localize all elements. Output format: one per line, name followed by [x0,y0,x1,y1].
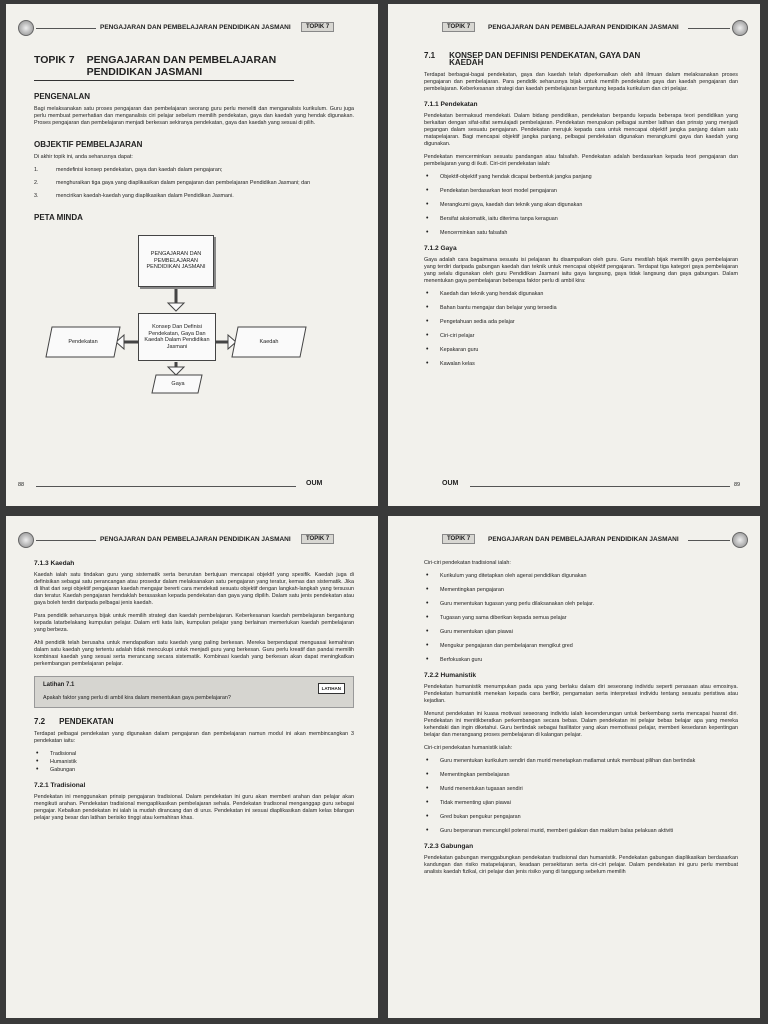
mind-map-node-pendekatan: Pendekatan [68,338,98,345]
mind-map [34,229,354,397]
bullet-list [424,758,738,835]
list-item: • Mencerminkan satu falsafah [424,230,738,237]
header-ornament-icon [18,20,34,36]
paragraph: Ciri-ciri pendekatan tradisional ialah: [424,560,511,566]
footer-brand: OUM [442,480,459,487]
list-item: • Bahan bantu mengajar dan belajar yang tersedia [424,305,738,312]
list-item: • Guru berperanan mencungkil potensi murid, memberi galakan dan maklum balas pelakuan aktiviti [424,828,738,835]
list-item: • Gred bukan pengukur pengajaran [424,814,738,821]
header-title: PENGAJARAN DAN PEMBELAJARAN PENDIDIKAN JASMANI [100,24,291,31]
subsection-heading: 7.1.3 Kaedah [34,560,75,567]
topic-label: TOPIK 7 [34,54,75,66]
paragraph: Pendekatan gabungan menggabungkan pendekatan tradisional dan humanistik. Pendekatan gabungan diaplikasikan berdasarkan kandungan dan risiko matapelajaran, keadaan persekitaran serta ciri-ciri pelajar. Dalam pendekatan ini guru perlu membuat analisis kaedah fizikal, ciri pelajar dan jenis risiko yang di tanggung sebelum memilih [424,855,738,875]
list-item: • Mementingkan pengajaran [424,587,738,594]
bullet-list [34,751,354,774]
bullet-list [424,291,738,368]
page-88 [6,4,378,506]
header-title: PENGAJARAN DAN PEMBELAJARAN PENDIDIKAN JASMANI [488,536,679,543]
page-footer [16,480,368,492]
subsection-heading: 7.1.1 Pendekatan [424,101,478,108]
objectives-list [34,167,354,200]
paragraph: Pendekatan mencerminkan sesuatu pandangan atau falsafah. Pendekatan adalah berdasarkan kepada teori pengajaran dan pembelajaran yang di ikuti. Ciri-ciri pendekatan ialah: [424,154,738,167]
section-heading: PETA MINDA [34,213,83,222]
list-item: • Mengukur pengajaran dan pembelajaran mengikut gred [424,643,738,650]
paragraph: Di akhir topik ini, anda seharusnya dapat: [34,154,133,160]
paragraph: Pendekatan ini menggunakan prinsip pengajaran tradisional. Dalam pendekatan ini guru akan memberi arahan dan pelajar akan mengikuti arahan. Pendekatan tradisional mengaplikasikan pembelajaran sehala. Pendekatan tradisonal menganggap guru sebagai pengajar. Kebaikan pendekatan ini ialah ia mudah dirancang dan di urus. Pendekatan ini sesuai diaplikasikan dalam kelas bilangan pelajar yang besar dan latihan berisiko tinggi atau kemahiran khas. [34,794,354,821]
exercise-icon: LATIHAN [318,683,345,694]
list-item: • Ciri-ciri pelajar [424,333,738,340]
paragraph: Pendekatan bermaksud mendekati. Dalam bidang pendidikan, pendekatan berpandu kepada beberapa teori pendidikan yang berkaitan dengan sifat-sifat semulajadi pembelajaran. Pendekatan merupakan pelbagai sumber latihan dan prinsip yang menjadi pegangan dalam sesuatu pengajaran. Pendekatan merujuk kepada cara untuk mencapai objektif jangka panjang dalam satu matapelajaran. Bagi mencapai objektif jangka panjang, pelbagai pendekatan digunakan merangkumi gaya dan kaedah yang digunakan. [424,113,738,147]
list-item: • Bersifat aksiomatik, iaitu diterima tanpa keraguan [424,216,738,223]
list-item: • Pendekatan berdasarkan teori model pengajaran [424,188,738,195]
list-item: • Objektif-objektif yang hendak dicapai berbentuk jangka panjang [424,174,738,181]
subsection-heading: 7.2.1 Tradisional [34,782,86,789]
header-ornament-icon [18,532,34,548]
bullet-list [424,573,738,664]
section-heading: 7.1 KONSEP DAN DEFINISI PENDEKATAN, GAYA DAN KAEDAH [424,51,641,67]
list-item: • Kurikulum yang ditetapkan oleh agensi pendidikan digunakan [424,573,738,580]
paragraph: Kaedah ialah satu tindakan guru yang sistematik serta berurutan bertujuan mencapai objektif yang spesifik. Kaedah juga di definisikan sebagai satu perancangan atau prosedur dalam melaksanakan satu pengajaran yang teratur, kemas dan sistematik. Jika di lihat dari segi objektif pengajaran kaedah mengajar bererti cara mendekati sesuatu objektif dengan langkah-langkah yang tersusun dan teratur. Kaedah pengajaran hendaklah berasaskan kepada pendekatan dan gaya yang dipilih. Dalam satu jenis pendekatan atau gaya boleh terdiri daripada pelbagai jenis kaedah. [34,572,354,606]
header-title: PENGAJARAN DAN PEMBELAJARAN PENDIDIKAN JASMANI [488,24,679,31]
mind-map-node-gaya: Gaya [171,380,185,387]
list-item: • Humanistik [34,759,354,766]
list-item: 2. menghuraikan tiga gaya yang diaplikasikan dalam pengajaran dan pembelajaran Pendidikan Jasmani; dan [34,180,311,186]
list-item: • Mementingkan pembelajaran [424,772,738,779]
topic-badge: TOPIK 7 [442,534,475,544]
page-header [16,20,368,36]
section-heading: 7.2 PENDEKATAN [34,717,114,726]
subsection-heading: 7.2.3 Gabungan [424,843,474,850]
list-item: • Tugasan yang sama diberikan kepada semua pelajar [424,615,738,622]
topic-badge: TOPIK 7 [442,22,475,32]
exercise-box [34,676,354,708]
subsection-heading: 7.2.2 Humanistik [424,672,477,679]
mind-map-root: PENGAJARAN DAN PEMBELAJARAN PENDIDIKAN JASMANI [138,235,214,287]
paragraph: Gaya adalah cara bagaimana sesuatu isi pelajaran itu disampaikan oleh guru. Guru mestilah bijak memilih gaya pembelajaran yang terdiri daripada gabungan kaedah dan teknik untuk mencapai objektif pengajaran. Terdapat tiga kategori gaya pembelajaran yang selalu digunakan oleh guru Pendidikan Jasmani iaitu gaya langsung, gaya tidak langsung dan gaya gabungan. Dalam menentukan gaya pembelajaran beberapa faktor perlu di ambil kira: [424,257,738,284]
list-item: • Merangkumi gaya, kaedah dan teknik yang akan digunakan [424,202,738,209]
list-item: 1. mendefinisi konsep pendekatan, gaya dan kaedah dalam pengajaran; [34,167,223,173]
page-number: 89 [734,482,741,488]
list-item: • Pengetahuan sedia ada pelajar [424,319,738,326]
list-item: • Murid menentukan tugasan sendiri [424,786,738,793]
paragraph: Ahli pendidik telah berusaha untuk mendapatkan satu kaedah yang paling berkesan. Mereka berpendapat menguasai kemahiran dalam satu kaedah yang tertentu adalah tidak mencukupi untuk menjadi guru yang berkesan. Guru perlu kreatif dan pandai memilih kombinasi kaedah yang sesuai serta merancang secara sistematik. Kombinasi kaedah yang berkesan akan dapat meningkatkan perkembangan pembelajaran pelajar. [34,640,354,667]
mind-map-center: Konsep Dan Definisi Pendekatan, Gaya Dan Kaedah Dalam Pendidikan Jasmani [138,313,216,361]
page-footer [398,480,750,492]
list-item: 3. mencirikan kaedah-kaedah yang diaplikasikan dalam Pendidikan Jasmani. [34,193,234,199]
list-item: • Kepakaran guru [424,347,738,354]
paragraph: Ciri-ciri pendekatan humanistik ialah: [424,745,513,751]
list-item: • Guru menentukan ujian piawai [424,629,738,636]
paragraph: Pendekatan humanistik menumpukan pada apa yang berlaku dalam diri seseorang individu seperti perasaan atau emosinya. Pendekatan humanistik menekan kepada cara berfikir, pengamatan serta interpretasi individu tentang sesuatu peristiwa atau kejadian. [424,684,738,704]
mind-map-node-kaedah: Kaedah [259,338,279,345]
page-header [16,532,368,548]
paragraph: Para pendidik seharusnya bijak untuk memilih strategi dan kaedah pembelajaran. Keberkesanan kaedah pembelajaran bergantung kepada latarbelakang kumpulan pelajar. Dalam erti kata lain, kumpulan pelajar yang berlainan memerlukan kaedah pembelajaran yang berbeza. [34,613,354,633]
footer-brand: OUM [306,480,323,487]
list-item: • Guru menentukan tugasan yang perlu dilaksanakan oleh pelajar. [424,601,738,608]
list-item: • Gabungan [34,767,354,774]
section-heading: PENGENALAN [34,92,91,101]
header-ornament-icon [732,532,748,548]
paragraph: Terdapat berbagai-bagai pendekatan, gaya dan kaedah telah diperkenalkan oleh ahli ilmuan dalam melaksanakan proses pengajaran dan pembelajaran. Para pendidik seharusnya bijak untuk memilih pendekatan gaya dan kaedah pengajaran dan pembelajaran. Keberkesanan strategi dan kaedah pembelajaran bergantung kepada kurikulum dan ciri pelajar. [424,72,738,92]
exercise-question: Apakah faktor yang perlu di ambil kira dalam menentukan gaya pembelajaran? [43,695,231,701]
topic-badge: TOPIK 7 [301,22,334,32]
topic-title: PENGAJARAN DAN PEMBELAJARAN PENDIDIKAN JASMANI [86,54,277,78]
section-heading: OBJEKTIF PEMBELAJARAN [34,140,143,149]
paragraph: Terdapat pelbagai pendekatan yang digunakan dalam pengajaran dan pembelajaran namun modul ini akan membincangkan 3 pendekatan iaitu: [34,731,354,744]
bullet-list [424,174,738,237]
list-item: • Tidak mementing ujian piawai [424,800,738,807]
header-title: PENGAJARAN DAN PEMBELAJARAN PENDIDIKAN JASMANI [100,536,291,543]
page-header [398,532,750,548]
page-91 [388,516,760,1018]
page-89 [388,4,760,506]
page-header [398,20,750,36]
list-item: • Tradisional [34,751,354,758]
topic-badge: TOPIK 7 [301,534,334,544]
exercise-title: Latihan 7.1 [43,682,75,688]
subsection-heading: 7.1.2 Gaya [424,245,457,252]
paragraph: Menurut pendekatan ini kuasa motivasi seseorang individu ialah kecenderungan untuk berkembang serta mencapai hasrat diri. Pendekatan ini menitikberatkan perkembangan secara bebas. Dalam pendekatan ini pelajar bebas belajar apa yang mereka kehendaki dan ingin diketahui. Guru bertindak sebagai fasilitator yang akan memotivasi pelajar, memberi kesedaran kepentingan belajar dan merangsang proses pembelajaran di kalangan pelajar. [424,711,738,738]
list-item: • Guru menentukan kurikulum sendiri dan murid menetapkan matlamat untuk membuat pilihan dan bertindak [424,758,738,765]
list-item: • Kawalan kelas [424,361,738,368]
header-ornament-icon [732,20,748,36]
list-item: • Berfokuskan guru [424,657,738,664]
paragraph: Bagi melaksanakan satu proses pengajaran dan pembelajaran seorang guru perlu meneliti dan menganalisis kurikulum. Guru juga perlu membuat pemerhatian dan menganalisis ciri pelajar sebelum memilih pendekatan, gaya dan kaedah yang hendak digunakan. Proses pengajaran dan pembelajaran menjadi berkesan sekiranya pendekatan, gaya dan kaedah yang sesuai di pilih. [34,106,354,126]
list-item: • Kaedah dan teknik yang hendak digunakan [424,291,738,298]
page-number: 88 [18,482,25,488]
page-90 [6,516,378,1018]
